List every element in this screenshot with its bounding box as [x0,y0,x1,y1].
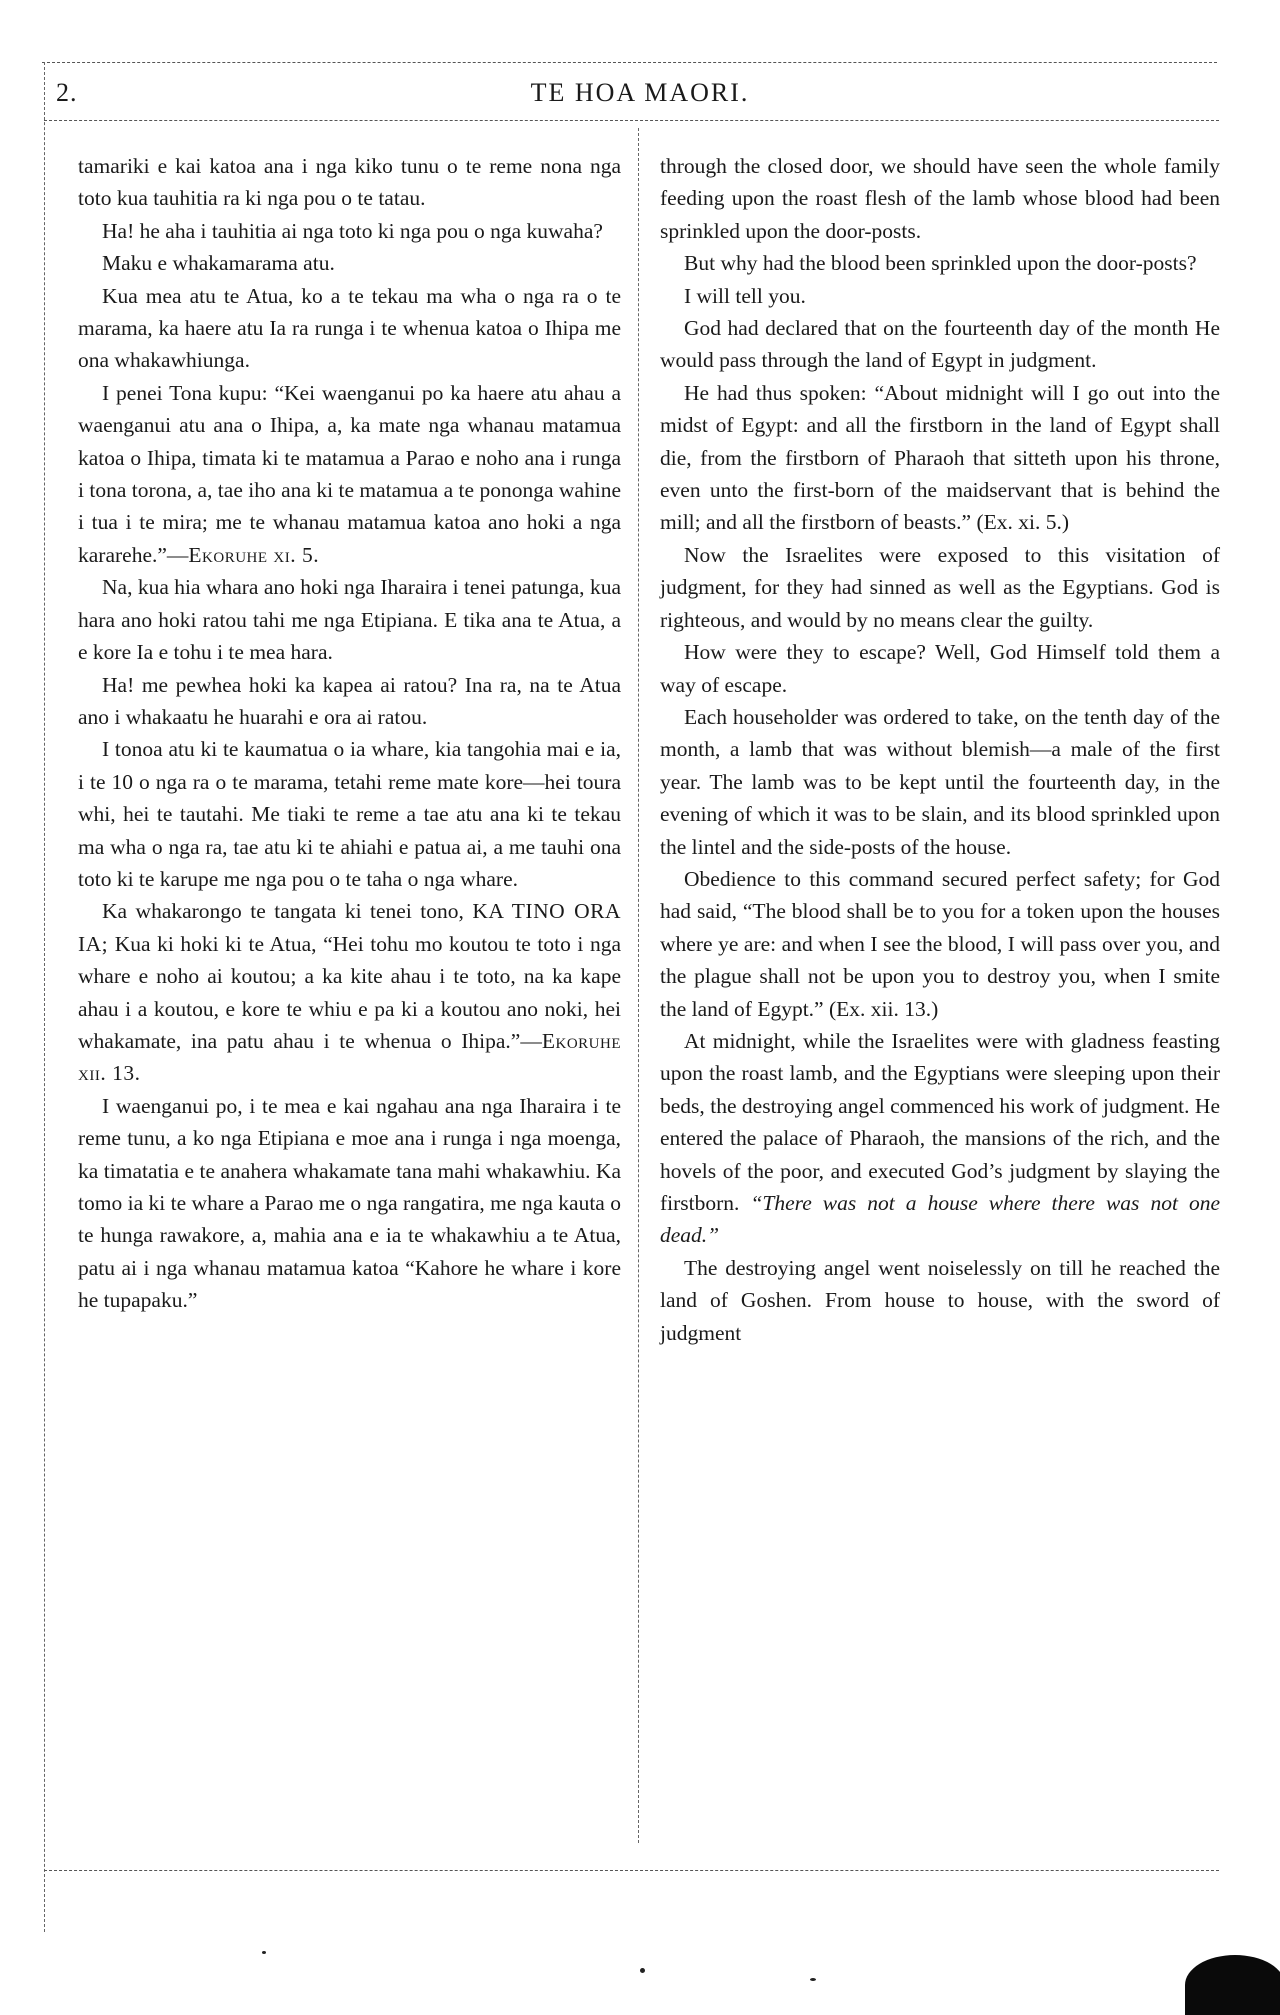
emphasis-caps: KA TINO ORA IA; [78,899,622,956]
paragraph: Kua mea atu te Atua, ko a te tekau ma wha o nga ra o te marama, ka haere atu Ia ra runga i te whenua katoa o Ihipa me ona whakawhiunga. [78,283,621,373]
scripture-reference: Ekoruhe xi. 5. [188,542,320,567]
paragraph: Maku e whakamarama atu. [102,251,335,276]
paragraph: Na, kua hia whara ano hoki nga Iharaira i tenei patunga, kua hara ano hoki ratou tahi me nga Etipiana. E tika ana te Atua, a e kore Ia e tohu i te mea hara. [78,575,621,665]
top-rule [42,62,1217,63]
paragraph: Now the Israelites were exposed to this visitation of judgment, for they had sinned as well as the Egyptians. God is righteous, and would by no means clear the guilty. [660,542,1220,632]
paragraph: I waenganui po, i te mea e kai ngahau ana nga Iharaira i te reme tunu, a ko nga Etipiana e moe ana i runga i nga moenga, ka timatatia e te anahera whakamate tana mahi whakawhiu. Ka tomo ia ki te whare a Parao me o nga rangatira, me nga kauta o te hunga rawakore, a, mahia ana e ia te whakawhiu a te Atua, patu ai i nga whanau matamua katoa “Kahore he whare i kore he tupapaku.” [78,1093,621,1313]
paragraph-text: At midnight, while the Israelites were with gladness feasting upon the roast lamb, and the Egyptians were sleeping upon their beds, the destroying angel commenced his work of judgment. He entered the palace of Pharaoh, the mansions of the rich, and the hovels of the poor, and executed God’s judgment by slaying the firstborn. [660,1028,1220,1215]
bottom-rule [44,1870,1219,1871]
paragraph: Obedience to this command secured perfect safety; for God had said, “The blood shall be to you for a token upon the houses where ye are: and when I see the blood, I will pass over you, and the plague shall not be upon you to destroy you, when I smite the land of Egypt.” (Ex. xii. 13.) [660,866,1220,1021]
paragraph-text: Kua ki hoki ki te Atua, “Hei tohu mo koutou te toto i nga whare e noho ai koutou; a ka kite ahau i te toto, na ka kape ahau i a koutou, e kore te whiu e pa ki a koutou ano noki, hei whakamate, ina patu ahau i te whenua o Ihipa.”— [78,931,621,1053]
paragraph: I will tell you. [684,283,806,308]
ink-blot [1185,1955,1280,2015]
page-title: TE HOA MAORI. [530,78,750,107]
right-column-english [660,150,1220,1349]
paragraph: The destroying angel went noiselessly on till he reached the land of Goshen. From house to house, with the sword of judgment [660,1255,1220,1345]
ink-speck [810,1978,816,1981]
paragraph: God had declared that on the fourteenth day of the month He would pass through the land of Egypt in judgment. [660,316,1220,373]
left-column-maori [78,150,621,1317]
paragraph: Each householder was ordered to take, on the tenth day of the month, a lamb that was without blemish—a male of the first year. The lamb was to be kept until the fourteenth day, in the evening of which it was to be slain, and its blood sprinkled upon the lintel and the side-posts of the house. [660,704,1220,859]
paragraph: Ha! he aha i tauhitia ai nga toto ki nga pou o nga kuwaha? [102,218,603,243]
header-rule [44,120,1219,121]
paragraph [660,1025,1220,1252]
page-number: 2. [56,78,78,107]
paragraph [78,377,621,571]
left-margin-rule [44,62,45,1932]
paragraph: But why had the blood been sprinkled upon the door-posts? [684,251,1197,276]
paragraph: through the closed door, we should have seen the whole family feeding upon the roast flesh of the lamb whose blood had been sprinkled upon the door-posts. [660,154,1220,243]
paragraph [78,895,621,1089]
scripture-reference: Ekoruhe xii. 13. [78,1028,621,1086]
paragraph: How were they to escape? Well, God Himself told them a way of escape. [660,640,1220,697]
ink-speck [262,1951,266,1954]
paragraph: I tonoa atu ki te kaumatua o ia whare, kia tangohia mai e ia, i te 10 o nga ra o te marama, tetahi reme mate kore—hei toura whi, hei te tautahi. Me tiaki te reme a tae atu ana ki te tekau ma wha o nga ra, tae atu ki te ahiahi e patua ai, a me tauhi ona toto ki te karupe me nga pou o te taha o nga whare. [78,737,621,891]
paragraph-text: I penei Tona kupu: “Kei waenganui po ka haere atu ahau a waenganui atu ana o Ihipa, a, ka mate nga whanau matamua katoa o Ihipa, timata ki te matamua a Parao e noho ana i runga i tona torona, a, tae iho ana ki te matamua a te pononga wahine i tua i te mira; me te whanau matamua katoa ano hoki a nga kararehe.”— [78,380,621,567]
paragraph-text: Ka whakarongo te tangata ki tenei tono, [102,899,464,924]
paragraph: tamariki e kai katoa ana i nga kiko tunu o te reme nona nga toto kua tauhitia ra ki nga pou o te tatau. [78,154,621,211]
column-divider [638,128,639,1843]
italic-quote: “There was not a house where there was not one dead.” [660,1191,1220,1248]
paragraph: He had thus spoken: “About midnight will I go out into the midst of Egypt: and all the firstborn in the land of Egypt shall die, from the firstborn of Pharaoh that sitteth upon his throne, even unto the first-born of the maidservant that is behind the mill; and all the firstborn of beasts.” (Ex. xi. 5.) [660,380,1220,535]
ink-speck [640,1968,645,1973]
paragraph: Ha! me pewhea hoki ka kapea ai ratou? Ina ra, na te Atua ano i whakaatu he huarahi e ora ai ratou. [78,672,621,729]
